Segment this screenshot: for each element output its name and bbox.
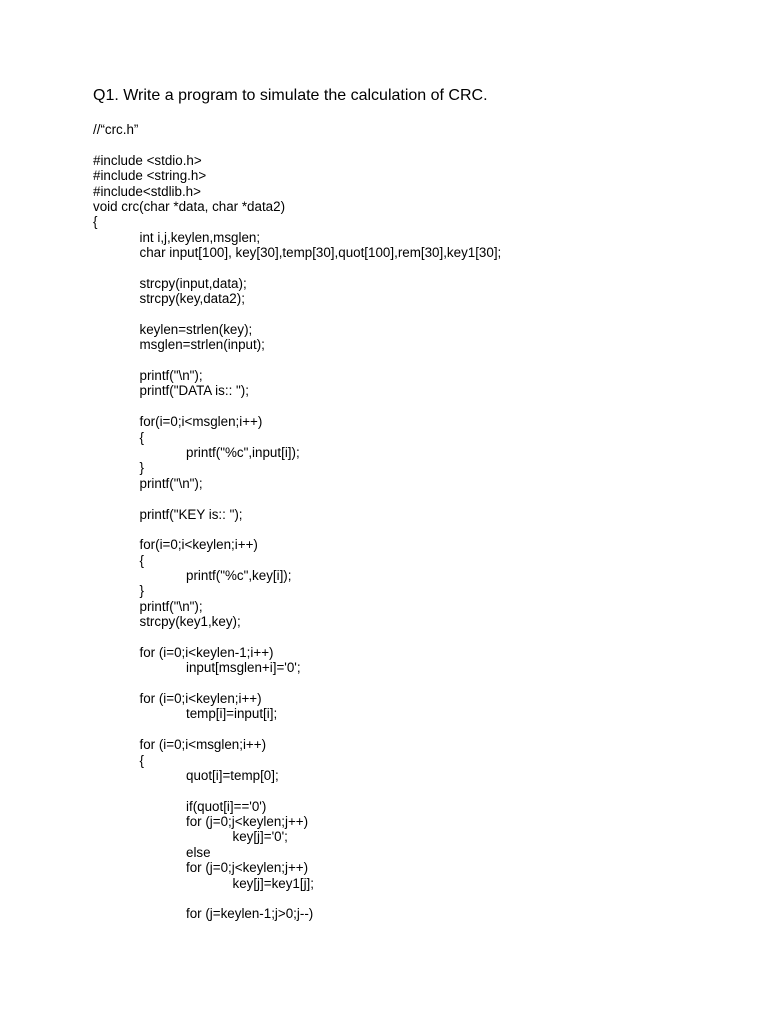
code-line: for (j=keylen-1;j>0;j--) (186, 906, 314, 922)
code-line: char input[100], key[30],temp[30],quot[100],rem[30],key1[30]; (139, 245, 502, 261)
code-line: printf("%c",input[i]); (186, 444, 300, 460)
code-line: #include <stdio.h> (93, 152, 202, 168)
code-line: for (j=0;j<keylen;j++) (186, 860, 309, 876)
code-line: } (139, 583, 144, 599)
code-line: keylen=strlen(key); (139, 321, 253, 337)
code-line: printf("DATA is:: "); (139, 383, 249, 399)
code-line: for(i=0;i<msglen;i++) (139, 414, 263, 430)
code-line: strcpy(key,data2); (139, 291, 245, 307)
code-line: printf("\n"); (139, 368, 203, 384)
code-line: for (i=0;i<keylen;i++) (139, 691, 262, 707)
code-line: void crc(char *data, char *data2) (93, 198, 286, 214)
code-line: key[j]=key1[j]; (232, 875, 314, 891)
code-line: #include<stdlib.h> (93, 183, 201, 199)
code-line: strcpy(key1,key); (139, 614, 241, 630)
code-line: strcpy(input,data); (139, 275, 247, 291)
code-line: #include <string.h> (93, 168, 207, 184)
code-line: for (j=0;j<keylen;j++) (186, 814, 309, 830)
question-title: Q1. Write a program to simulate the calculation of CRC. (93, 87, 488, 104)
code-line: int i,j,keylen,msglen; (139, 229, 261, 245)
code-line: for (i=0;i<keylen-1;i++) (139, 644, 274, 660)
code-line: { (139, 429, 144, 445)
code-line: { (139, 552, 144, 568)
code-line: { (139, 752, 144, 768)
code-line: else (186, 844, 211, 860)
code-line: msglen=strlen(input); (139, 337, 265, 353)
code-line: } (139, 460, 144, 476)
code-line: printf("KEY is:: "); (139, 506, 243, 522)
code-line: printf("%c",key[i]); (186, 568, 292, 584)
code-line: printf("\n"); (139, 598, 203, 614)
code-line: for(i=0;i<keylen;i++) (139, 537, 258, 553)
code-line: if(quot[i]=='0') (186, 798, 267, 814)
code-line: for (i=0;i<msglen;i++) (139, 737, 267, 753)
code-line: printf("\n"); (139, 475, 203, 491)
code-line: { (93, 214, 98, 230)
code-line: //“crc.h” (93, 122, 139, 137)
code-line: quot[i]=temp[0]; (186, 767, 279, 783)
code-line: input[msglen+i]='0'; (186, 660, 301, 676)
code-line: key[j]='0'; (232, 829, 288, 845)
code-line: temp[i]=input[i]; (186, 706, 278, 722)
